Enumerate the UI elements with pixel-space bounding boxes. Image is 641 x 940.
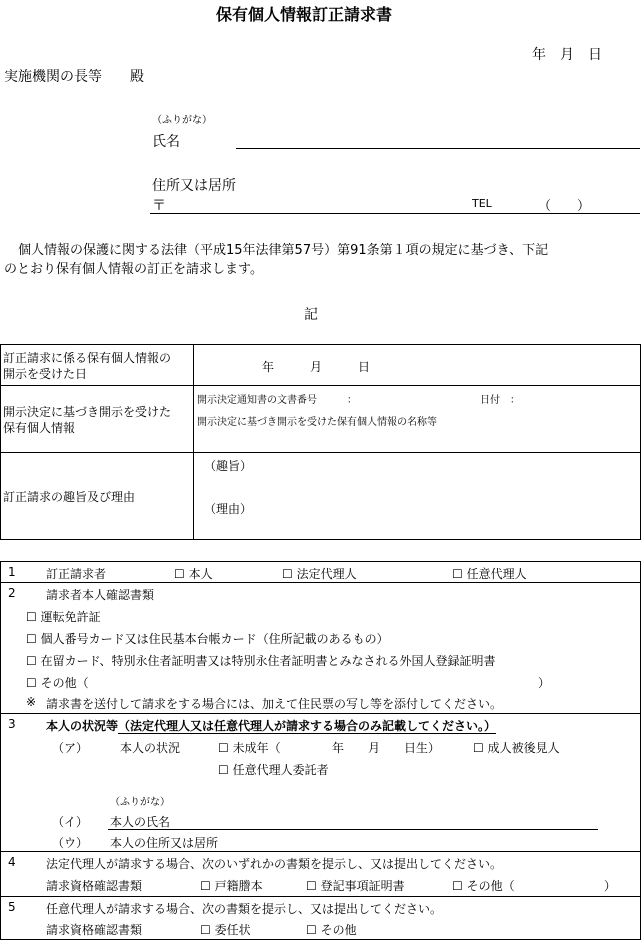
s3-opt-minor: 未成年（	[232, 741, 281, 755]
s4-opt-registry: 登記事項証明書	[320, 879, 405, 893]
s3-label: 本人の状況等（法定代理人又は任意代理人が請求する場合のみ記載してください。）	[46, 719, 497, 733]
s2-opt-residence: 在留カード、特別永住者証明書又は特別永住者証明書とみなされる外国人登録証明書	[40, 654, 496, 668]
s3-checkbox-ward[interactable]: ☐ 成人被後見人	[473, 741, 560, 755]
address-underline[interactable]	[150, 213, 640, 214]
page-title: 保有個人情報訂正請求書	[216, 5, 393, 24]
row1-label-1: 訂正請求に係る保有個人情報の	[3, 351, 172, 365]
s2-opt-license: 運転免許証	[40, 610, 101, 624]
s1-opt-legal: 法定代理人	[296, 567, 357, 581]
s3-checkbox-minor[interactable]: ☐ 未成年（	[218, 741, 281, 755]
s3-name-underline[interactable]	[108, 829, 598, 830]
s4-opt-koseki: 戸籍謄本	[214, 879, 263, 893]
s2-other-close: ）	[538, 676, 551, 690]
s1-opt-voluntary: 任意代理人	[466, 567, 527, 581]
row2-name[interactable]: 開示決定に基づき開示を受けた保有個人情報の名称等	[197, 417, 437, 428]
body-text-2: のとおり保有個人情報の訂正を請求します。	[4, 262, 263, 277]
s4-checkbox-koseki[interactable]: ☐ 戸籍謄本	[200, 879, 263, 893]
s1-opt-self: 本人	[188, 567, 213, 581]
s1-num: 1	[8, 565, 16, 579]
s1-checkbox-legal[interactable]: ☐ 法定代理人	[282, 567, 357, 581]
s3-opt-ward: 成人被後見人	[487, 741, 560, 755]
s3-furigana: （ふりがな）	[110, 797, 170, 808]
s2-checkbox-license[interactable]: ☐ 運転免許証	[26, 610, 101, 624]
s4-num: 4	[8, 855, 16, 869]
s3-opt-principal: 任意代理人委託者	[232, 763, 329, 777]
s1-checkbox-self[interactable]: ☐ 本人	[174, 567, 213, 581]
s2-checkbox-mynumber[interactable]: ☐ 個人番号カード又は住民基本台帳カード（住所記載のあるもの）	[26, 632, 389, 646]
row3-shushi[interactable]: （趣旨）	[204, 459, 253, 473]
row1-label-2: 開示を受けた日	[3, 367, 88, 381]
row3-label: 訂正請求の趣旨及び理由	[3, 490, 136, 504]
s5-opt-other: その他	[320, 923, 357, 937]
s4-docs: 請求資格確認書類	[46, 879, 143, 893]
s2-note-mark: ※	[26, 695, 37, 709]
row1-date[interactable]: 年 月 日	[262, 360, 371, 374]
s3-a-label: 本人の状況	[120, 741, 181, 755]
furigana-label: （ふりがな）	[152, 115, 212, 126]
s5-opt-proxy: 委任状	[214, 923, 251, 937]
tel-label: TEL	[472, 197, 492, 210]
postal-mark: 〒	[152, 198, 166, 214]
ki-heading: 記	[304, 307, 318, 323]
s4-label: 法定代理人が請求する場合、次のいずれかの書類を提示し、又は提出してください。	[46, 857, 503, 871]
name-underline[interactable]	[236, 148, 640, 149]
s3-a: （ア）	[52, 741, 89, 755]
addressee: 実施機関の長等 殿	[4, 69, 144, 85]
row2-label-1: 開示決定に基づき開示を受けた	[3, 405, 172, 419]
s1-label: 訂正請求者	[46, 567, 107, 581]
s5-num: 5	[8, 900, 16, 914]
s3-i-label: 本人の氏名	[110, 815, 171, 829]
s2-num: 2	[8, 586, 16, 600]
address-label: 住所又は居所	[152, 178, 236, 194]
s5-checkbox-other[interactable]: ☐ その他	[306, 923, 357, 937]
row2-doc-no[interactable]: 開示決定通知書の文書番号 ：	[197, 395, 357, 406]
s2-opt-other: その他（	[40, 676, 89, 690]
s3-u: （ウ）	[52, 836, 89, 850]
s2-note: 請求書を送付して請求をする場合には、加えて住民票の写し等を添付してください。	[46, 697, 503, 711]
s5-docs: 請求資格確認書類	[46, 923, 143, 937]
table1-divider	[193, 344, 194, 539]
s5-checkbox-proxy[interactable]: ☐ 委任状	[200, 923, 251, 937]
row2-date[interactable]: 日付 ：	[480, 395, 520, 406]
s5-label: 任意代理人が請求する場合、次の書類を提示し、又は提出してください。	[46, 902, 443, 916]
s3-num: 3	[8, 717, 16, 731]
tel-parens: （ ）	[538, 199, 591, 214]
name-label: 氏名	[152, 134, 180, 150]
body-text-1: 個人情報の保護に関する法律（平成15年法律第57号）第91条第１項の規定に基づき、下記	[18, 243, 549, 258]
row3-riyu[interactable]: （理由）	[204, 502, 253, 516]
s2-label: 請求者本人確認書類	[46, 588, 155, 602]
s3-label-paren: （法定代理人又は任意代理人が請求する場合のみ記載してください。）	[118, 719, 497, 733]
s2-checkbox-other[interactable]: ☐ その他（	[26, 676, 89, 690]
s4-checkbox-registry[interactable]: ☐ 登記事項証明書	[306, 879, 405, 893]
s2-opt-mynumber: 個人番号カード又は住民基本台帳カード（住所記載のあるもの）	[40, 632, 389, 646]
s4-checkbox-other[interactable]: ☐ その他（	[452, 879, 515, 893]
s3-minor-birthdate[interactable]: 年 月 日生）	[332, 741, 441, 755]
s3-checkbox-principal[interactable]: ☐ 任意代理人委託者	[218, 763, 329, 777]
s3-i: （イ）	[52, 815, 89, 829]
s4-other-close: ）	[604, 879, 617, 893]
s1-checkbox-voluntary[interactable]: ☐ 任意代理人	[452, 567, 527, 581]
s3-u-label: 本人の住所又は居所	[110, 836, 219, 850]
date-line: 年 月 日	[532, 47, 602, 63]
s4-opt-other: その他（	[466, 879, 515, 893]
s2-checkbox-residence[interactable]: ☐ 在留カード、特別永住者証明書又は特別永住者証明書とみなされる外国人登録証明書	[26, 654, 496, 668]
row2-label-2: 保有個人情報	[3, 421, 76, 435]
